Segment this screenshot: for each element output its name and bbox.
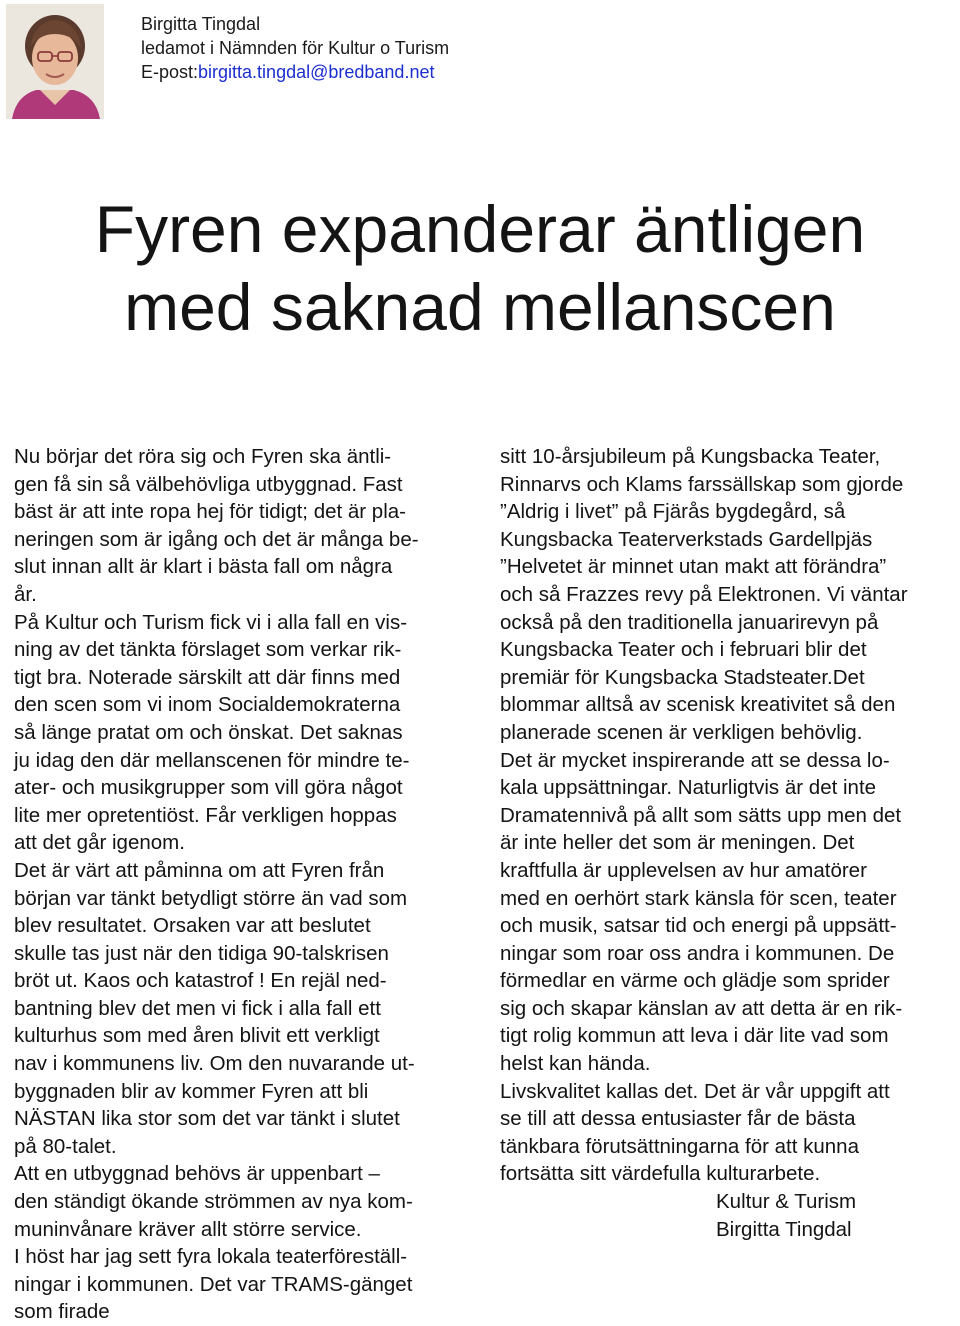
- headline-line: med saknad mellanscen: [124, 270, 836, 344]
- signature-line: Birgitta Tingdal: [716, 1217, 852, 1241]
- body-text-line: Rinnarvs och Klams farssällskap som gjorde: [500, 472, 904, 496]
- author-name: Birgitta Tingdal: [141, 14, 261, 34]
- body-text-line: med en oerhört stark känsla för scen, teater: [500, 886, 897, 910]
- body-text-line: och så Frazzes revy på Elektronen. Vi väntar: [500, 582, 908, 606]
- author-byline: [0, 0, 960, 130]
- article-column-left: [14, 443, 476, 1326]
- body-text-line: blommar alltså av scenisk kreativitet så den: [500, 693, 896, 717]
- body-text-line: muninvånare kräver allt större service.: [14, 1217, 362, 1241]
- article-headline: [0, 190, 960, 346]
- body-text-line: kraftfulla är upplevelsen av hur amatörer: [500, 858, 867, 882]
- body-text-line: Livskvalitet kallas det. Det är vår uppgift att: [500, 1079, 890, 1103]
- body-text-line: skulle tas just när den tidiga 90-talskrisen: [14, 941, 389, 965]
- body-text-line: kala uppsättningar. Naturligtvis är det inte: [500, 776, 877, 800]
- body-text-line: På Kultur och Turism fick vi i alla fall en vis-: [14, 610, 408, 634]
- body-text-line: tigt bra. Noterade särskilt att där finns med: [14, 665, 401, 689]
- body-text-line: fortsätta sitt värdefulla kulturarbete.: [500, 1162, 821, 1186]
- body-text-line: NÄSTAN lika stor som det var tänkt i slutet: [14, 1107, 400, 1131]
- body-text-line: Det är mycket inspirerande att se dessa lo-: [500, 748, 890, 772]
- body-text-line: Kungsbacka Teater och i februari blir det: [500, 638, 867, 662]
- body-text-line: premiär för Kungsbacka Stadsteater.Det: [500, 665, 865, 689]
- body-text-line: gen få sin så välbehövliga utbyggnad. Fast: [14, 472, 403, 496]
- body-text-line: också på den traditionella januarirevyn på: [500, 610, 879, 634]
- body-text-line: och musik, satsar tid och energi på uppsätt-: [500, 914, 897, 938]
- body-text-line: ningar i kommunen. Det var TRAMS-gänget: [14, 1272, 413, 1296]
- headline-line: Fyren expanderar äntligen: [94, 192, 866, 266]
- email-link[interactable]: birgitta.tingdal@bredband.net: [198, 62, 435, 82]
- author-email-line: [141, 60, 449, 84]
- body-text-line: på 80-talet.: [14, 1134, 117, 1158]
- body-text-line: Dramatennivå på allt som sätts upp men det: [500, 803, 902, 827]
- body-text-line: förmedlar en värme och glädje som sprider: [500, 969, 890, 993]
- body-text-line: ”Aldrig i livet” på Fjärås bygdegård, så: [500, 500, 846, 524]
- body-text-line: slut innan allt är klart i bästa fall om några: [14, 555, 393, 579]
- body-text-line: kulturhus som med åren blivit ett verkligt: [14, 1024, 380, 1048]
- author-info: [141, 12, 449, 84]
- body-text-line: neringen som är igång och det är många be-: [14, 527, 419, 551]
- body-text-line: Det är värt att påminna om att Fyren från: [14, 858, 385, 882]
- author-role: ledamot i Nämnden för Kultur o Turism: [141, 38, 450, 58]
- body-text-line: sig och skapar känslan av att detta är en rik-: [500, 996, 903, 1020]
- author-photo: [6, 4, 104, 119]
- body-text-line: helst kan hända.: [500, 1052, 651, 1076]
- body-text-line: Nu börjar det röra sig och Fyren ska äntli-: [14, 445, 392, 468]
- body-text-line: nav i kommunens liv. Om den nuvarande ut-: [14, 1052, 415, 1076]
- email-label: E-post:: [141, 62, 199, 82]
- body-text-line: är inte heller det som är meningen. Det: [500, 831, 855, 855]
- body-text-line: sitt 10-årsjubileum på Kungsbacka Teater,: [500, 445, 881, 468]
- body-text-line: ”Helvetet är minnet utan makt att förändra”: [500, 555, 887, 579]
- body-text-line: så länge pratat om och önskat. Det saknas: [14, 720, 403, 744]
- body-text-line: tigt rolig kommun att leva i där lite vad som: [500, 1024, 889, 1048]
- body-text-line: den scen som vi inom Socialdemokraterna: [14, 693, 401, 717]
- body-text-line: bantning blev det men vi fick i alla fall ett: [14, 996, 381, 1020]
- body-text-line: början var tänkt betydligt större än vad som: [14, 886, 408, 910]
- body-text-line: lite mer opretentiöst. Får verkligen hoppas: [14, 803, 397, 827]
- body-text-line: den ständigt ökande strömmen av nya kom-: [14, 1190, 413, 1214]
- body-text-line: tänkbara förutsättningarna för att kunna: [500, 1134, 859, 1158]
- body-text-line: I höst har jag sett fyra lokala teaterföreställ-: [14, 1245, 408, 1269]
- body-text-line: planerade scenen är verkligen behövlig.: [500, 720, 863, 744]
- body-text-line: ning av det tänkta förslaget som verkar rik-: [14, 638, 402, 662]
- body-text-line: se till att dessa entusiaster får de bästa: [500, 1107, 856, 1131]
- body-text-line: som firade: [14, 1300, 110, 1324]
- body-text-line: Att en utbyggnad behövs är uppenbart –: [14, 1162, 380, 1186]
- body-text-line: ater- och musikgrupper som vill göra något: [14, 776, 403, 800]
- body-text-line: ningar som roar oss andra i kommunen. De: [500, 941, 895, 965]
- body-text-line: att det går igenom.: [14, 831, 185, 855]
- body-text-line: bröt ut. Kaos och katastrof ! En rejäl ned-: [14, 969, 387, 993]
- body-text-line: ju idag den där mellanscenen för mindre te-: [14, 748, 410, 772]
- signature-line: Kultur & Turism: [716, 1190, 857, 1214]
- body-text-line: byggnaden blir av kommer Fyren att bli: [14, 1079, 369, 1103]
- body-text-line: år.: [14, 582, 37, 606]
- body-text-line: bäst är att inte ropa hej för tidigt; det är pla-: [14, 500, 406, 524]
- body-text-line: blev resultatet. Orsaken var att beslutet: [14, 914, 371, 938]
- article-column-right: [500, 443, 960, 1243]
- body-text-line: Kungsbacka Teaterverkstads Gardellpjäs: [500, 527, 873, 551]
